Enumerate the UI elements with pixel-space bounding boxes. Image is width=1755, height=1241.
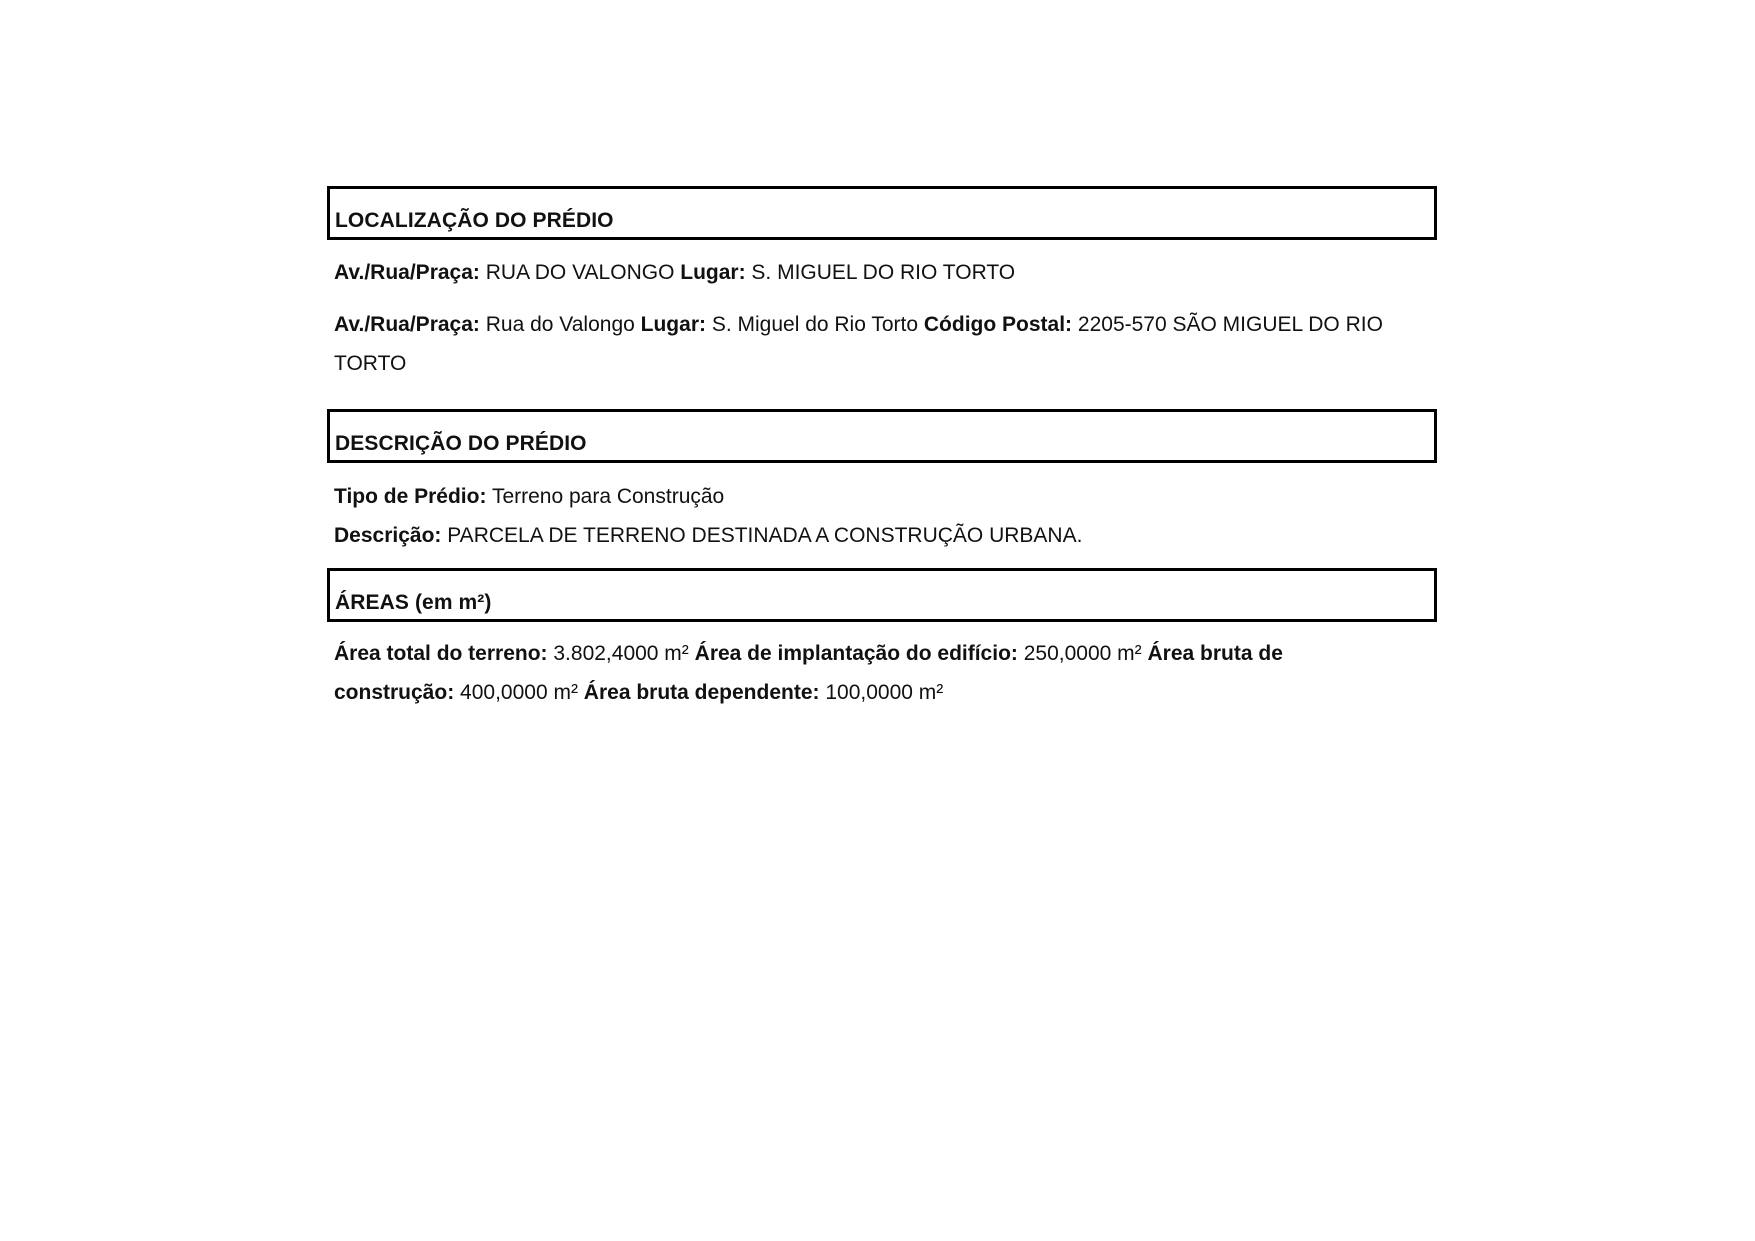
postal-code-label: Código Postal: xyxy=(923,313,1073,336)
section-header-areas xyxy=(327,568,1437,622)
street-value: RUA DO VALONGO xyxy=(485,261,675,284)
building-type-value: Terreno para Construção xyxy=(491,485,725,508)
building-type-label: Tipo de Prédio: xyxy=(334,485,487,508)
total-area-label: Área total do terreno: xyxy=(334,642,548,665)
postal-code-value: 2205-570 SÃO MIGUEL DO RIO TORTO xyxy=(334,313,1383,375)
description-line xyxy=(327,516,1437,555)
address-line-full xyxy=(327,305,1437,383)
areas-line xyxy=(327,634,1334,712)
document-body xyxy=(327,186,1437,712)
total-area-value: 3.802,4000 m² xyxy=(553,642,689,665)
street-label: Av./Rua/Praça: xyxy=(334,313,480,336)
section-title-areas: ÁREAS (em m²) xyxy=(335,591,492,614)
description-label: Descrição: xyxy=(334,524,442,547)
place-value: S. MIGUEL DO RIO TORTO xyxy=(751,261,1016,284)
gross-dependent-area-value: 100,0000 m² xyxy=(825,681,944,704)
description-value: PARCELA DE TERRENO DESTINADA A CONSTRUÇÃO URBANA. xyxy=(447,524,1083,547)
section-title-descricao: DESCRIÇÃO DO PRÉDIO xyxy=(335,432,587,455)
gross-dependent-area-label: Área bruta dependente: xyxy=(583,681,820,704)
place-label: Lugar: xyxy=(640,313,706,336)
street-label: Av./Rua/Praça: xyxy=(334,261,480,284)
section-title-localizacao: LOCALIZAÇÃO DO PRÉDIO xyxy=(335,209,614,232)
gross-construction-area-value: 400,0000 m² xyxy=(460,681,578,704)
section-header-descricao xyxy=(327,409,1437,463)
implantation-area-label: Área de implantação do edifício: xyxy=(694,642,1018,665)
place-value: S. Miguel do Rio Torto xyxy=(711,313,919,336)
gross-construction-area-label: Área bruta de construção: xyxy=(334,642,1283,704)
place-label: Lugar: xyxy=(680,261,746,284)
address-line-uppercase xyxy=(327,253,1437,292)
building-type-line xyxy=(327,477,1437,516)
implantation-area-value: 250,0000 m² xyxy=(1023,642,1142,665)
street-value: Rua do Valongo xyxy=(485,313,635,336)
section-header-localizacao xyxy=(327,186,1437,240)
